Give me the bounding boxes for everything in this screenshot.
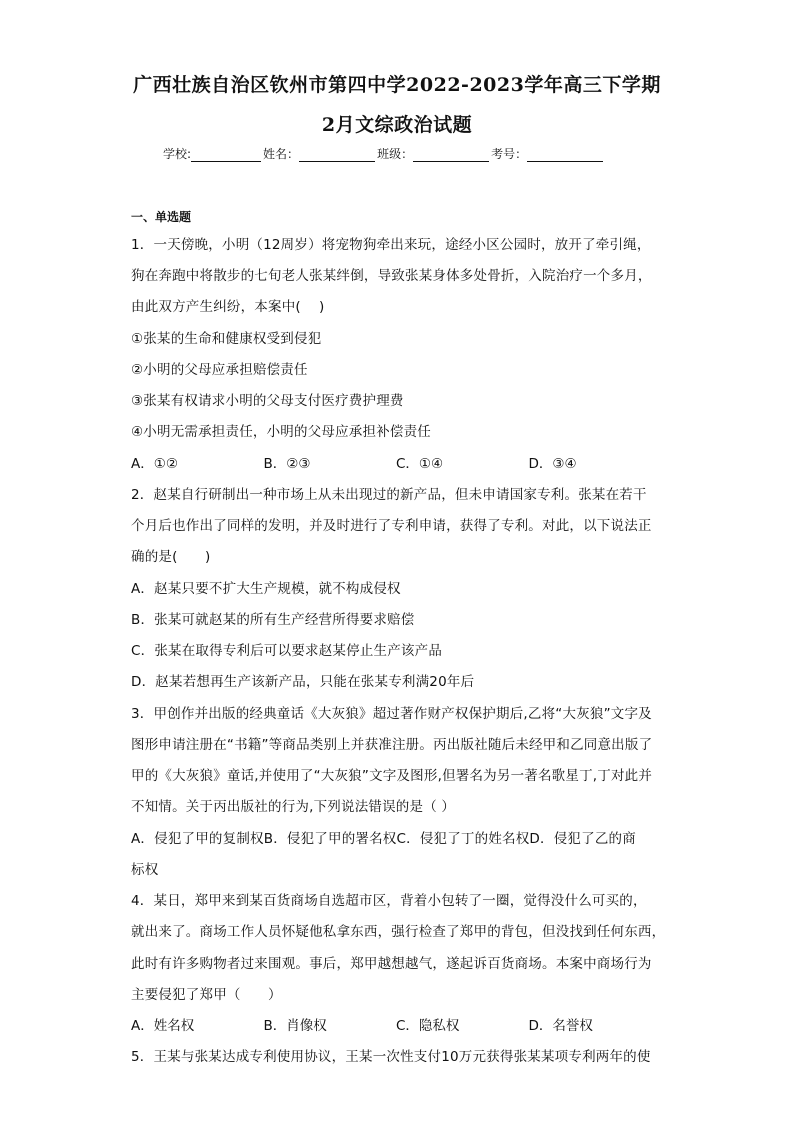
q3-options: A．侵犯了甲的复制权B．侵犯了甲的署名权C．侵犯了丁的姓名权D．侵犯了乙的商 (131, 831, 636, 847)
q5-line: 5．王某与张某达成专利使用协议，王某一次性支付10万元获得张某某项专利两年的使 (131, 1049, 651, 1065)
q4-option-a: A．姓名权 (131, 1018, 195, 1034)
name-label: 姓名： (263, 147, 300, 161)
exam-title-line2: 2月文综政治试题 (321, 114, 473, 136)
q2-line: 2．赵某自行研制出一种市场上从未出现过的新产品，但未申请国家专利。张某在若干 (131, 487, 647, 503)
q3-line: 图形申请注册在“书籍”等商品类别上并获准注册。丙出版社随后未经甲和乙同意出版了 (131, 737, 653, 753)
student-info-row (163, 145, 605, 162)
q1-statement: ①张某的生命和健康权受到侵犯 (131, 331, 322, 347)
q2-option-b: B．张某可就赵某的所有生产经营所得要求赔偿 (131, 612, 415, 628)
q2-option-c: C．张某在取得专利后可以要求赵某停止生产该产品 (131, 643, 443, 659)
school-label: 学校: (163, 147, 192, 161)
number-label: 考号： (491, 147, 528, 161)
q3-line: 甲的《大灰狼》童话,并使用了“大灰狼”文字及图形,但署名为另一著名歌星丁,丁对此并 (131, 768, 653, 784)
q3-line: 不知情。关于丙出版社的行为,下列说法错误的是（ ） (131, 799, 456, 815)
q1-line: 狗在奔跑中将散步的七旬老人张某绊倒，导致张某身体多处骨折，入院治疗一个多月， (131, 268, 652, 284)
number-blank[interactable] (527, 147, 603, 162)
q4-option-d: D．名誉权 (528, 1018, 593, 1034)
q1-option-d: D．③④ (528, 456, 577, 472)
q4-line: 此时有许多购物者过来围观。事后，郑甲越想越气，遂起诉百货商场。本案中商场行为 (131, 956, 652, 972)
school-blank[interactable] (191, 147, 261, 162)
q4-line: 就出来了。商场工作人员怀疑他私拿东西，强行检查了郑甲的背包，但没找到任何东西， (131, 924, 666, 940)
section-heading: 一、单选题 (131, 210, 192, 224)
q1-line: 由此双方产生纠纷，本案中( ) (131, 299, 325, 315)
q4-options (131, 1014, 661, 1034)
q1-statement: ②小明的父母应承担赔偿责任 (131, 362, 308, 378)
q2-line: 个月后也作出了同样的发明，并及时进行了专利申请，获得了专利。对此，以下说法正 (131, 518, 652, 534)
class-blank[interactable] (413, 147, 489, 162)
q1-options (131, 452, 661, 472)
class-label: 班级： (377, 147, 414, 161)
q4-option-b: B．肖像权 (263, 1018, 327, 1034)
q1-option-a: A．①② (131, 456, 178, 472)
q1-option-c: C．①④ (396, 456, 444, 472)
q2-option-d: D．赵某若想再生产该新产品，只能在张某专利满20年后 (131, 674, 475, 690)
q4-option-c: C．隐私权 (396, 1018, 460, 1034)
q1-statement: ④小明无需承担责任，小明的父母应承担补偿责任 (131, 424, 432, 440)
q1-option-b: B．②③ (263, 456, 311, 472)
q1-statement: ③张某有权请求小明的父母支付医疗费护理费 (131, 393, 404, 409)
q4-line: 主要侵犯了郑甲（ ） (131, 987, 282, 1003)
q1-line: 1．一天傍晚，小明（12周岁）将宠物狗牵出来玩，途经小区公园时，放开了牵引绳， (131, 237, 651, 253)
exam-title-line1: 广西壮族自治区钦州市第四中学2022-2023学年高三下学期 (133, 74, 661, 96)
q4-line: 4．某日，郑甲来到某百货商场自选超市区，背着小包转了一圈，觉得没什么可买的， (131, 893, 647, 909)
q2-option-a: A．赵某只要不扩大生产规模，就不构成侵权 (131, 581, 401, 597)
q3-options-cont: 标权 (131, 862, 159, 878)
q2-line: 确的是( ) (131, 549, 211, 565)
name-blank[interactable] (299, 147, 375, 162)
q3-line: 3．甲创作并出版的经典童话《大灰狼》超过著作财产权保护期后,乙将“大灰狼”文字及 (131, 706, 652, 722)
